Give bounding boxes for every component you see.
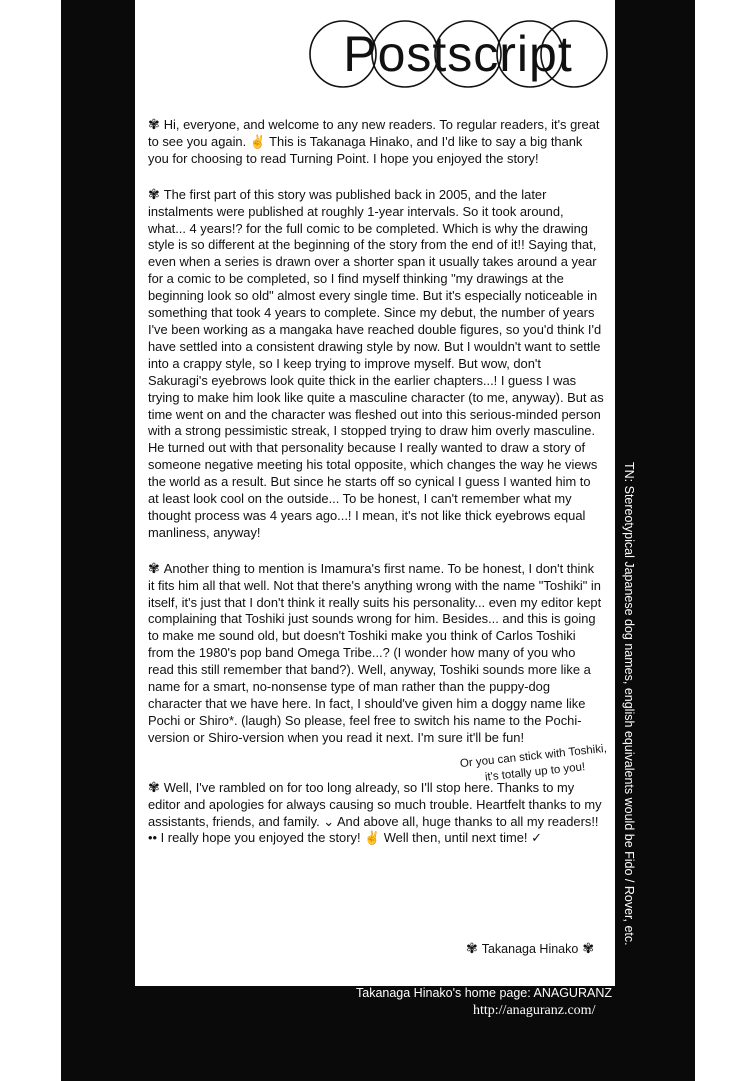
signature: ✾ Takanaga Hinako ✾	[466, 940, 595, 956]
bottom-black-border	[61, 986, 695, 1081]
paragraph-thanks: ✾ Well, I've rambled on for too long already, so I'll stop here. Thanks to my editor and apologies for always causing so much trouble. Heartfelt thanks to my assistants, friends, and family. ⌄ And above all, huge thanks to all my readers!! •• I really hope you enjoyed the story! ✌ Well then, until next time! ✓	[148, 778, 602, 846]
left-black-border	[61, 0, 135, 1081]
translator-note: TN: Stereotypical Japanese dog names, english equivalents would be Fido / Rover, etc.	[622, 462, 636, 946]
flower-icon: ✾	[148, 778, 160, 795]
paragraph-imamura-name: ✾ Another thing to mention is Imamura's first name. To be honest, I don't think it fits him all that well. Not that there's anything wrong with the name "Toshiki" in itself, it's just that I don't think it really suits his personality... even my editor kept complaining that Toshiki just sounds wrong for him. Besides... and this is going to make me sound old, but doesn't Toshiki make you think of Carlos Toshiki from the 1980's pop band Omega Tribe...? (I wonder how many of you who read this still remember that band?). Well, anyway, Toshiki sounds more like a name for a smart, no-nonsense type of man rather than the puppy-dog character that we have here. In fact, I should've given him a doggy name like Pochi or Shiro*. (laugh) So please, feel free to switch his name to the Pochi-version or Shiro-version when you read it next. I'm sure it'll be fun!	[148, 559, 602, 745]
flower-icon: ✾	[466, 940, 478, 956]
postscript-title	[308, 18, 608, 90]
handwritten-aside: Or you can stick with Toshiki, it's totally up to you!	[459, 742, 608, 784]
title-text: Postscript	[343, 26, 573, 82]
home-page-url[interactable]: http://anaguranz.com/	[473, 1003, 596, 1018]
flower-icon: ✾	[148, 116, 160, 132]
flower-icon: ✾	[148, 185, 160, 202]
paragraph-drawing-style: ✾ The first part of this story was published back in 2005, and the later instalments were published at roughly 1-year intervals. So it took around, what... 4 years!? for the full comic to be completed. Which is why the drawing style is so different at the beginning of the story from the end of it!! Saying that, even when a series is drawn over a shorter span it usually takes around a year for a comic to be completed, so I find myself thinking "my drawings at the beginning look so old" almost every single time. But it's especially noticeable in something that took 4 years to complete. Since my debut, the number of years I've been working as a mangaka have reached double figures, so you'd think I'd have settled into a consistent drawing style by now. But I wouldn't want to settle into a crappy style, so I keep trying to improve myself. But wow, don't Sakuragi's eyebrows look quite thick in the earlier chapters...! I guess I was trying to make him look like quite a masculine character (to me, anyway). But as time went on and the character was fleshed out into this serious-minded person with a strong pessimistic streak, I stopped trying to draw him overly masculine. He turned out with that personality because I really wanted to draw a story of someone negative meeting his total opposite, which changes the way he views the world as a result. But since he starts off so cynical I guess I wanted him to at least look cool on the outside... To be honest, I can't remember what my thought process was 4 years ago...! I mean, it's not like thick eyebrows equal manliness, anyway!	[148, 185, 604, 540]
flower-icon: ✾	[582, 940, 595, 956]
flower-icon: ✾	[148, 559, 160, 576]
home-page-label: Takanaga Hinako's home page: ANAGURANZ	[356, 986, 612, 1000]
paragraph-greeting: ✾ Hi, everyone, and welcome to any new readers. To regular readers, it's great to see you again. ✌ This is Takanaga Hinako, and I'd like to say a big thank you for choosing to read Turning Point. I hope you enjoyed the story!	[148, 116, 600, 166]
